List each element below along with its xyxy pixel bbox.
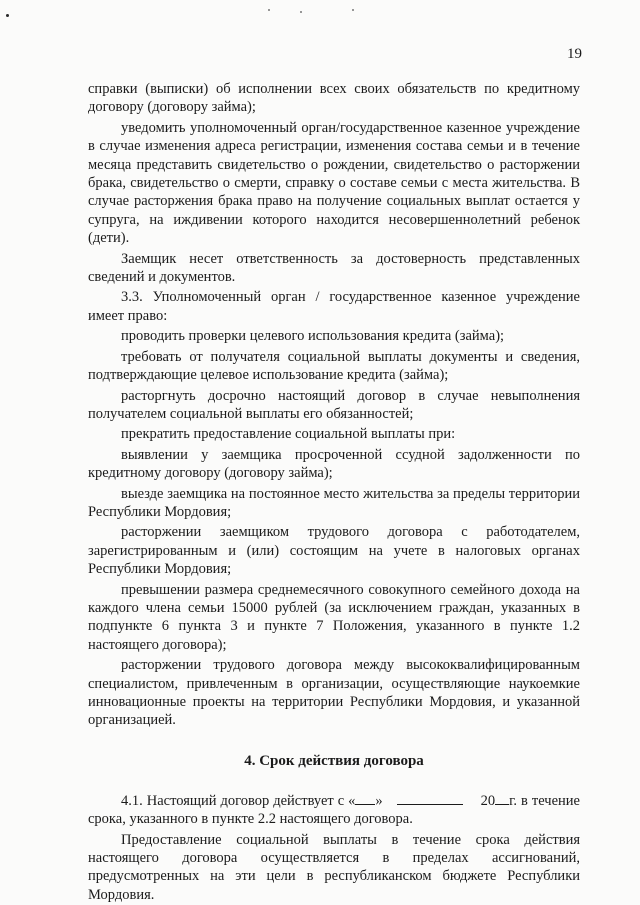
paragraph: требовать от получателя социальной выплаты документы и сведения, подтверждающие целевое использование кредита (займа); [88,348,580,384]
paragraph: справки (выписки) об исполнении всех своих обязательств по кредитному договору (договору займа); [88,81,580,116]
document-body [88,80,580,904]
page-number: 19 [567,46,582,62]
day-blank [355,792,375,805]
scan-speck [352,9,354,11]
scan-speck [300,11,302,13]
scan-speck [268,9,270,11]
clause-4-1 [88,792,580,829]
paragraph: расторжении трудового договора между высококвалифицированным специалистом, привлеченным в организации, осуществляющие наукоемкие инновационные проекты на территории Республики Мордовия, и указанной организацией. [88,657,580,729]
paragraph: 3.3. Уполномоченный орган / государственное казенное учреждение имеет право: [88,289,580,324]
paragraph: выезде заемщика на постоянное место жительства за пределы территории Республики Мордовия; [88,485,580,520]
paragraph: расторгнуть досрочно настоящий договор в случае невыполнения получателем социальной выплаты его обязанностей; [88,387,580,422]
scan-speck [6,14,9,17]
clause-4-1-prefix: 4.1. Настоящий договор действует с « [121,792,356,809]
year-blank [495,792,509,805]
paragraph: уведомить уполномоченный орган/государственное казенное учреждение в случае изменения адреса регистрации, изменения состава семьи и в течение месяца представить свидетельство о рождении, свидетельство о расторжении брака, свидетельство о смерти, справку о составе семьи с места жительства. В случае расторжения брака право на получение социальных выплат остается у супруга, на иждивении которого находится несовершеннолетний ребенок (дети). [88,119,580,247]
clause-4-1-quote-close: » [375,792,383,809]
clause-list [88,80,580,730]
paragraph: проводить проверки целевого использования кредита (займа); [121,328,505,345]
month-blank [397,792,463,805]
paragraph: расторжении заемщиком трудового договора с работодателем, зарегистрированным и (или) состоящим на учете в налоговых органах Республики Мордовия; [88,524,580,578]
paragraph: выявлении у заемщика просроченной ссудной задолженности по кредитному договору (договору займа); [88,446,580,482]
paragraph: превышении размера среднемесячного совокупного семейного дохода на каждого члена семьи 15000 рублей (за исключением граждан, указанных в подпункте 6 пункта 3 и пункте 7 Положения, указанного в пункте 1.2 настоящего договора); [88,581,580,653]
section-heading: 4. Срок действия договора [244,752,424,769]
paragraph: Заемщик несет ответственность за достоверность представленных сведений и документов. [88,250,580,286]
last-paragraph: Предоставление социальной выплаты в течение срока действия настоящего договора осуществляется в пределах ассигнований, предусмотренных на эти цели в республиканском бюджете Республики Мордовия. [88,831,580,903]
paragraph: прекратить предоставление социальной выплаты при: [121,426,456,443]
clause-4-1-year-prefix: 20 [480,792,496,809]
clause-4-1-rest: течение срока, указанного в пункте 2.2 настоящего договора. [88,792,580,828]
clause-4-1-suffix: г. в [509,792,528,809]
